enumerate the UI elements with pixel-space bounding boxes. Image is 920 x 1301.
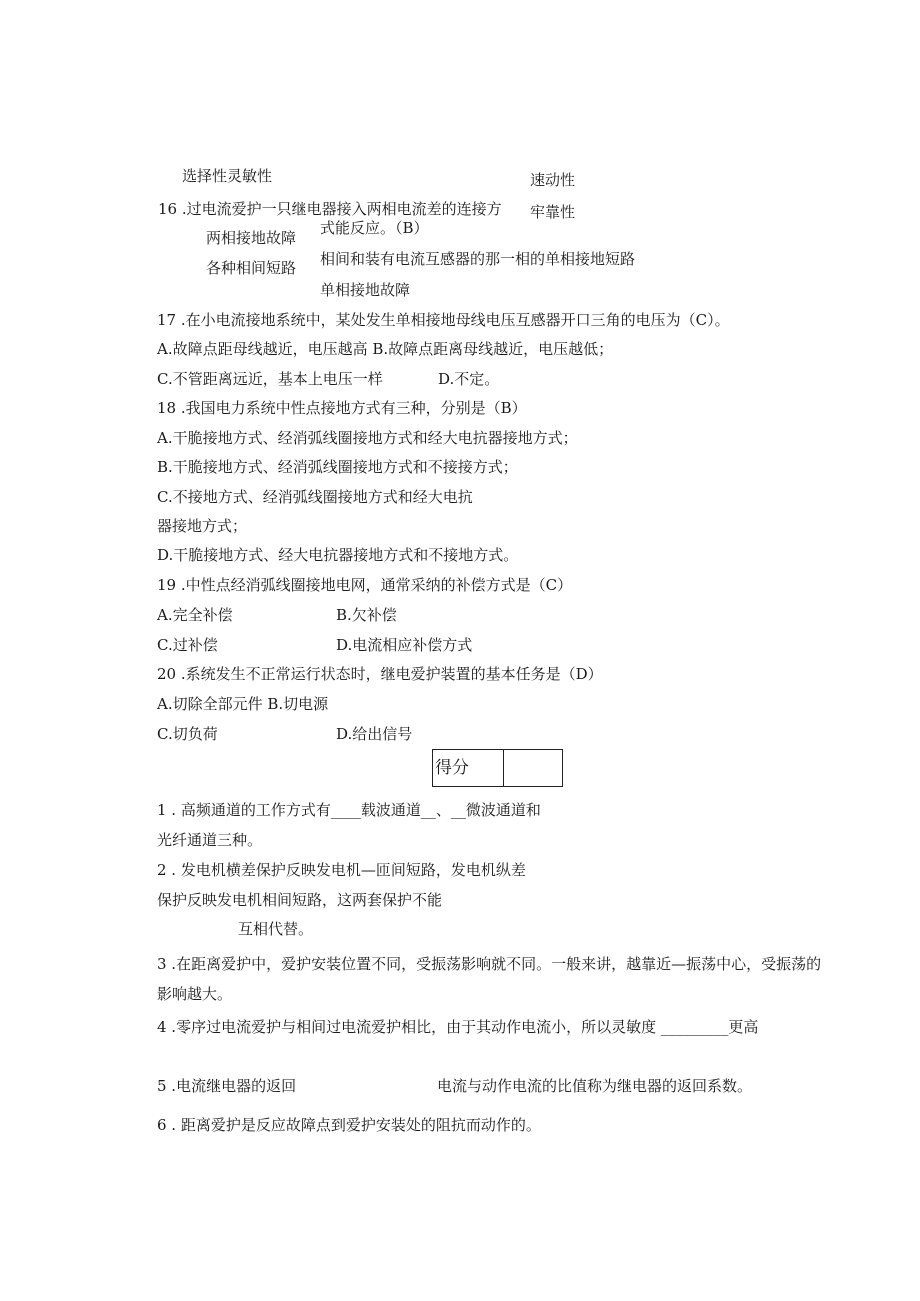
score-box bbox=[432, 749, 563, 787]
fill-q2-line2: 保护反映发电机相间短路，这两套保护不能 bbox=[157, 891, 443, 909]
q15-option-c: 牢靠性 bbox=[530, 203, 576, 221]
q16-option-a: 两相接地故障 bbox=[206, 229, 297, 247]
q15-option-a: 选择性灵敏性 bbox=[182, 167, 273, 185]
q19-option-d: D.电流相应补偿方式 bbox=[336, 636, 473, 654]
fill-q3-line1: 3 .在距离爱护中，爱护安装位置不同，受振荡影响就不同。一般来讲，越靠近—振荡中心，受振荡的 bbox=[157, 955, 822, 973]
q18-option-c-line1: C.不接地方式、经消弧线圈接地方式和经大电抗 bbox=[157, 488, 473, 506]
fill-q2-line3: 互相代替。 bbox=[238, 920, 314, 938]
q20-options-ab: A.切除全部元件 B.切电源 bbox=[157, 695, 329, 713]
fill-q5-part1: 5 .电流继电器的返回 bbox=[157, 1077, 297, 1095]
fill-q6: 6 . 距离爱护是反应故障点到爱护安装处的阻抗而动作的。 bbox=[157, 1116, 541, 1134]
fill-q5-part2: 电流与动作电流的比值称为继电器的返回系数。 bbox=[437, 1077, 753, 1095]
q19-option-c: C.过补偿 bbox=[157, 636, 218, 654]
q18-stem: 18 .我国电力系统中性点接地方式有三种，分别是（B） bbox=[157, 399, 527, 417]
q18-option-a: A.干脆接地方式、经消弧线圈接地方式和经大电抗器接地方式； bbox=[157, 429, 578, 447]
score-label: 得分 bbox=[433, 750, 504, 786]
q16-stem-line1: 16 .过电流爱护一只继电器接入两相电流差的连接方 bbox=[158, 200, 502, 218]
fill-q1-line2: 光纤通道三种。 bbox=[157, 831, 263, 849]
q15-option-b: 速动性 bbox=[530, 171, 576, 189]
q16-option-c: 相间和装有电流互感器的那一相的单相接地短路 bbox=[320, 250, 636, 268]
q20-option-c: C.切负荷 bbox=[157, 725, 218, 743]
q17-option-d: D.不定。 bbox=[438, 370, 500, 388]
q16-option-d: 单相接地故障 bbox=[320, 281, 411, 299]
q20-stem: 20 .系统发生不正常运行状态时，继电爱护装置的基本任务是（D） bbox=[157, 665, 603, 683]
q17-options-ab: A.故障点距母线越近，电压越高 B.故障点距离母线越近，电压越低； bbox=[157, 340, 614, 358]
q16-stem-line2: 式能反应。（B） bbox=[320, 219, 429, 237]
q18-option-d: D.干脆接地方式、经大电抗器接地方式和不接地方式。 bbox=[157, 546, 519, 564]
q16-option-b: 各种相间短路 bbox=[206, 259, 297, 277]
fill-q4: 4 .零序过电流爱护与相间过电流爱护相比，由于其动作电流小，所以灵敏度 _________更高 bbox=[157, 1018, 759, 1036]
q18-option-b: B.干脆接地方式、经消弧线圈接地方式和不接接方式； bbox=[157, 458, 518, 476]
fill-q2-line1: 2 . 发电机横差保护反映发电机—匝间短路，发电机纵差 bbox=[157, 861, 526, 879]
q19-option-a: A.完全补偿 bbox=[157, 606, 233, 624]
score-value-cell bbox=[504, 750, 562, 786]
q17-stem: 17 .在小电流接地系统中，某处发生单相接地母线电压互感器开口三角的电压为（C）。 bbox=[157, 311, 730, 329]
q19-option-b: B.欠补偿 bbox=[336, 606, 397, 624]
q18-option-c-line2: 器接地方式； bbox=[157, 517, 248, 535]
q17-option-c: C.不管距离远近，基本上电压一样 bbox=[157, 370, 383, 388]
fill-q3-line2: 影响越大。 bbox=[157, 985, 233, 1003]
q20-option-d: D.给出信号 bbox=[336, 725, 413, 743]
q19-stem: 19 .中性点经消弧线圈接地电网，通常采纳的补偿方式是（C） bbox=[157, 576, 573, 594]
fill-q1-line1: 1 . 高频通道的工作方式有____载波通道__、__微波通道和 bbox=[157, 801, 541, 819]
